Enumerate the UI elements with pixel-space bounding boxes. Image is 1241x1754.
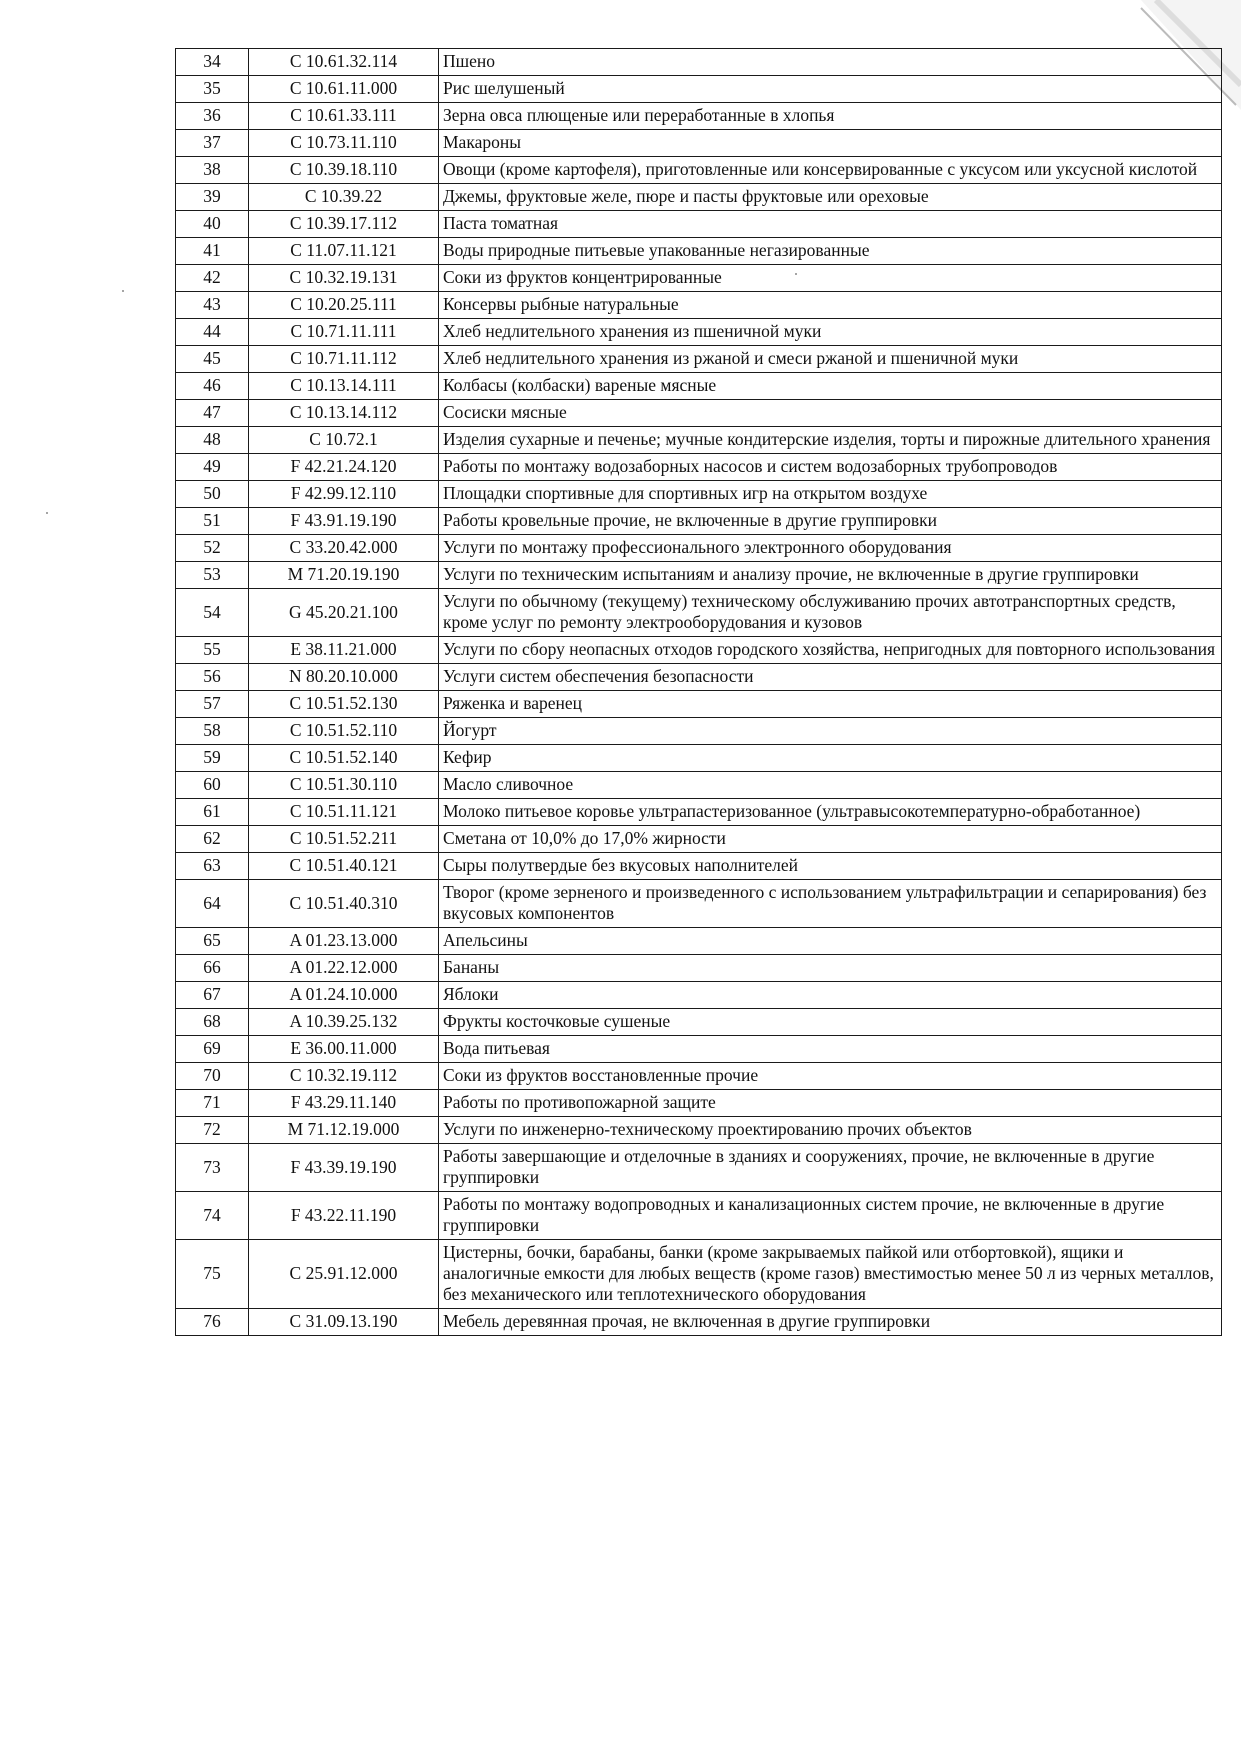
okpd-code-cell: C 31.09.13.190 [249, 1309, 439, 1336]
okpd-code-cell: C 10.51.11.121 [249, 799, 439, 826]
row-number-cell: 43 [176, 292, 249, 319]
okpd-code-cell: C 10.13.14.111 [249, 373, 439, 400]
okpd-code-cell: C 10.51.52.211 [249, 826, 439, 853]
table-row [176, 1240, 1222, 1309]
okpd-code-cell: C 10.32.19.112 [249, 1063, 439, 1090]
row-number-cell: 57 [176, 691, 249, 718]
table-row [176, 427, 1222, 454]
item-name-cell: Йогурт [439, 718, 1222, 745]
row-number-cell: 62 [176, 826, 249, 853]
table-row [176, 955, 1222, 982]
okpd-code-cell: C 25.91.12.000 [249, 1240, 439, 1309]
row-number-cell: 75 [176, 1240, 249, 1309]
row-number-cell: 44 [176, 319, 249, 346]
okpd-code-cell: C 10.32.19.131 [249, 265, 439, 292]
item-name-cell: Услуги по сбору неопасных отходов городского хозяйства, непригодных для повторного использования [439, 637, 1222, 664]
item-name-cell: Фрукты косточковые сушеные [439, 1009, 1222, 1036]
table-row [176, 880, 1222, 928]
okpd-code-cell: F 43.22.11.190 [249, 1192, 439, 1240]
okpd-code-cell: M 71.20.19.190 [249, 562, 439, 589]
scan-speck [46, 512, 48, 514]
row-number-cell: 66 [176, 955, 249, 982]
item-name-cell: Услуги по инженерно-техническому проектированию прочих объектов [439, 1117, 1222, 1144]
row-number-cell: 54 [176, 589, 249, 637]
item-name-cell: Хлеб недлительного хранения из ржаной и смеси ржаной и пшеничной муки [439, 346, 1222, 373]
okpd-code-cell: A 01.23.13.000 [249, 928, 439, 955]
row-number-cell: 58 [176, 718, 249, 745]
item-name-cell: Сметана от 10,0% до 17,0% жирности [439, 826, 1222, 853]
okpd-code-cell: G 45.20.21.100 [249, 589, 439, 637]
table-row [176, 1009, 1222, 1036]
table-row [176, 826, 1222, 853]
table-row [176, 718, 1222, 745]
table-row [176, 928, 1222, 955]
item-name-cell: Соки из фруктов восстановленные прочие [439, 1063, 1222, 1090]
row-number-cell: 38 [176, 157, 249, 184]
table-row [176, 454, 1222, 481]
row-number-cell: 47 [176, 400, 249, 427]
row-number-cell: 70 [176, 1063, 249, 1090]
table-row [176, 1192, 1222, 1240]
row-number-cell: 67 [176, 982, 249, 1009]
table-row [176, 265, 1222, 292]
table-row [176, 1090, 1222, 1117]
okpd-code-cell: C 10.13.14.112 [249, 400, 439, 427]
okpd-code-cell: A 10.39.25.132 [249, 1009, 439, 1036]
item-name-cell: Молоко питьевое коровье ультрапастеризованное (ультравысокотемпературно-обработанное) [439, 799, 1222, 826]
row-number-cell: 48 [176, 427, 249, 454]
item-name-cell: Работы по противопожарной защите [439, 1090, 1222, 1117]
table-row [176, 589, 1222, 637]
okpd-code-cell: C 33.20.42.000 [249, 535, 439, 562]
okpd-code-cell: C 10.51.52.140 [249, 745, 439, 772]
okpd-code-cell: A 01.24.10.000 [249, 982, 439, 1009]
item-name-cell: Мебель деревянная прочая, не включенная в другие группировки [439, 1309, 1222, 1336]
row-number-cell: 71 [176, 1090, 249, 1117]
item-name-cell: Работы по монтажу водозаборных насосов и систем водозаборных трубопроводов [439, 454, 1222, 481]
item-name-cell: Вода питьевая [439, 1036, 1222, 1063]
table-row [176, 535, 1222, 562]
okpd-code-cell: C 10.51.52.130 [249, 691, 439, 718]
okpd-code-cell: C 10.39.17.112 [249, 211, 439, 238]
table-row [176, 481, 1222, 508]
row-number-cell: 55 [176, 637, 249, 664]
item-name-cell: Пшено [439, 49, 1222, 76]
table-row [176, 130, 1222, 157]
okpd-code-cell: M 71.12.19.000 [249, 1117, 439, 1144]
item-name-cell: Услуги по обычному (текущему) техническому обслуживанию прочих автотранспортных средств, кроме услуг по ремонту электрооборудования и кузовов [439, 589, 1222, 637]
okpd-code-cell: C 10.51.40.310 [249, 880, 439, 928]
table-row [176, 772, 1222, 799]
okpd-code-cell: E 36.00.11.000 [249, 1036, 439, 1063]
item-name-cell: Воды природные питьевые упакованные негазированные [439, 238, 1222, 265]
okpd-code-cell: C 10.72.1 [249, 427, 439, 454]
row-number-cell: 64 [176, 880, 249, 928]
item-name-cell: Джемы, фруктовые желе, пюре и пасты фруктовые или ореховые [439, 184, 1222, 211]
item-name-cell: Зерна овса плющеные или переработанные в хлопья [439, 103, 1222, 130]
table-row [176, 691, 1222, 718]
table-row [176, 745, 1222, 772]
item-name-cell: Творог (кроме зерненого и произведенного с использованием ультрафильтрации и сепарирования) без вкусовых компонентов [439, 880, 1222, 928]
row-number-cell: 59 [176, 745, 249, 772]
row-number-cell: 49 [176, 454, 249, 481]
row-number-cell: 42 [176, 265, 249, 292]
okpd-code-cell: F 43.29.11.140 [249, 1090, 439, 1117]
okpd-code-cell: C 10.39.22 [249, 184, 439, 211]
item-name-cell: Яблоки [439, 982, 1222, 1009]
table-row [176, 292, 1222, 319]
item-name-cell: Рис шелушеный [439, 76, 1222, 103]
item-name-cell: Консервы рыбные натуральные [439, 292, 1222, 319]
okpd-code-cell: N 80.20.10.000 [249, 664, 439, 691]
table-row [176, 76, 1222, 103]
row-number-cell: 46 [176, 373, 249, 400]
row-number-cell: 61 [176, 799, 249, 826]
okpd-code-cell: A 01.22.12.000 [249, 955, 439, 982]
row-number-cell: 41 [176, 238, 249, 265]
okpd-code-cell: F 43.91.19.190 [249, 508, 439, 535]
okpd-code-cell: F 42.21.24.120 [249, 454, 439, 481]
item-name-cell: Сыры полутвердые без вкусовых наполнителей [439, 853, 1222, 880]
row-number-cell: 36 [176, 103, 249, 130]
item-name-cell: Площадки спортивные для спортивных игр на открытом воздухе [439, 481, 1222, 508]
row-number-cell: 65 [176, 928, 249, 955]
okpd-code-cell: C 10.61.33.111 [249, 103, 439, 130]
row-number-cell: 34 [176, 49, 249, 76]
okpd-code-cell: C 11.07.11.121 [249, 238, 439, 265]
item-name-cell: Ряженка и варенец [439, 691, 1222, 718]
table-row [176, 211, 1222, 238]
table-row [176, 373, 1222, 400]
item-name-cell: Колбасы (колбаски) вареные мясные [439, 373, 1222, 400]
table-row [176, 508, 1222, 535]
row-number-cell: 40 [176, 211, 249, 238]
okpd-code-cell: C 10.61.11.000 [249, 76, 439, 103]
row-number-cell: 52 [176, 535, 249, 562]
table-row [176, 1117, 1222, 1144]
table-row [176, 400, 1222, 427]
table-row [176, 157, 1222, 184]
item-name-cell: Бананы [439, 955, 1222, 982]
table-row [176, 49, 1222, 76]
okpd-code-cell: C 10.20.25.111 [249, 292, 439, 319]
row-number-cell: 72 [176, 1117, 249, 1144]
table-row [176, 853, 1222, 880]
row-number-cell: 73 [176, 1144, 249, 1192]
item-name-cell: Соки из фруктов концентрированные [439, 265, 1222, 292]
item-name-cell: Макароны [439, 130, 1222, 157]
table-row [176, 238, 1222, 265]
okpd-code-cell: F 43.39.19.190 [249, 1144, 439, 1192]
row-number-cell: 60 [176, 772, 249, 799]
item-name-cell: Паста томатная [439, 211, 1222, 238]
okpd-code-cell: C 10.39.18.110 [249, 157, 439, 184]
table-row [176, 562, 1222, 589]
item-name-cell: Работы по монтажу водопроводных и канализационных систем прочие, не включенные в другие группировки [439, 1192, 1222, 1240]
okpd-code-cell: E 38.11.21.000 [249, 637, 439, 664]
table-row [176, 664, 1222, 691]
scan-speck [122, 290, 124, 292]
item-name-cell: Изделия сухарные и печенье; мучные кондитерские изделия, торты и пирожные длительного хранения [439, 427, 1222, 454]
okpd-code-cell: F 42.99.12.110 [249, 481, 439, 508]
row-number-cell: 76 [176, 1309, 249, 1336]
item-name-cell: Овощи (кроме картофеля), приготовленные или консервированные с уксусом или уксусной кислотой [439, 157, 1222, 184]
item-name-cell: Цистерны, бочки, барабаны, банки (кроме закрываемых пайкой или отбортовкой), ящики и аналогичные емкости для любых веществ (кроме газов) вместимостью менее 50 л из черных металлов, без механического или теплотехнического оборудования [439, 1240, 1222, 1309]
row-number-cell: 53 [176, 562, 249, 589]
table-row [176, 184, 1222, 211]
item-name-cell: Масло сливочное [439, 772, 1222, 799]
okpd-code-cell: C 10.51.52.110 [249, 718, 439, 745]
row-number-cell: 74 [176, 1192, 249, 1240]
product-codes-table [175, 48, 1222, 1336]
table-row [176, 319, 1222, 346]
row-number-cell: 56 [176, 664, 249, 691]
table-row [176, 1063, 1222, 1090]
table-row [176, 103, 1222, 130]
okpd-code-cell: C 10.51.30.110 [249, 772, 439, 799]
okpd-code-cell: C 10.73.11.110 [249, 130, 439, 157]
row-number-cell: 35 [176, 76, 249, 103]
row-number-cell: 51 [176, 508, 249, 535]
item-name-cell: Сосиски мясные [439, 400, 1222, 427]
row-number-cell: 39 [176, 184, 249, 211]
table-row [176, 1144, 1222, 1192]
item-name-cell: Хлеб недлительного хранения из пшеничной муки [439, 319, 1222, 346]
table-row [176, 1036, 1222, 1063]
item-name-cell: Услуги систем обеспечения безопасности [439, 664, 1222, 691]
table-row [176, 799, 1222, 826]
okpd-code-cell: C 10.71.11.112 [249, 346, 439, 373]
row-number-cell: 37 [176, 130, 249, 157]
okpd-code-cell: C 10.71.11.111 [249, 319, 439, 346]
item-name-cell: Услуги по монтажу профессионального электронного оборудования [439, 535, 1222, 562]
item-name-cell: Услуги по техническим испытаниям и анализу прочие, не включенные в другие группировки [439, 562, 1222, 589]
okpd-code-cell: C 10.61.32.114 [249, 49, 439, 76]
row-number-cell: 68 [176, 1009, 249, 1036]
okpd-code-cell: C 10.51.40.121 [249, 853, 439, 880]
table-row [176, 982, 1222, 1009]
row-number-cell: 45 [176, 346, 249, 373]
item-name-cell: Работы завершающие и отделочные в зданиях и сооружениях, прочие, не включенные в другие группировки [439, 1144, 1222, 1192]
row-number-cell: 50 [176, 481, 249, 508]
row-number-cell: 63 [176, 853, 249, 880]
row-number-cell: 69 [176, 1036, 249, 1063]
item-name-cell: Работы кровельные прочие, не включенные в другие группировки [439, 508, 1222, 535]
table-row [176, 346, 1222, 373]
item-name-cell: Кефир [439, 745, 1222, 772]
item-name-cell: Апельсины [439, 928, 1222, 955]
table-row [176, 637, 1222, 664]
table-row [176, 1309, 1222, 1336]
